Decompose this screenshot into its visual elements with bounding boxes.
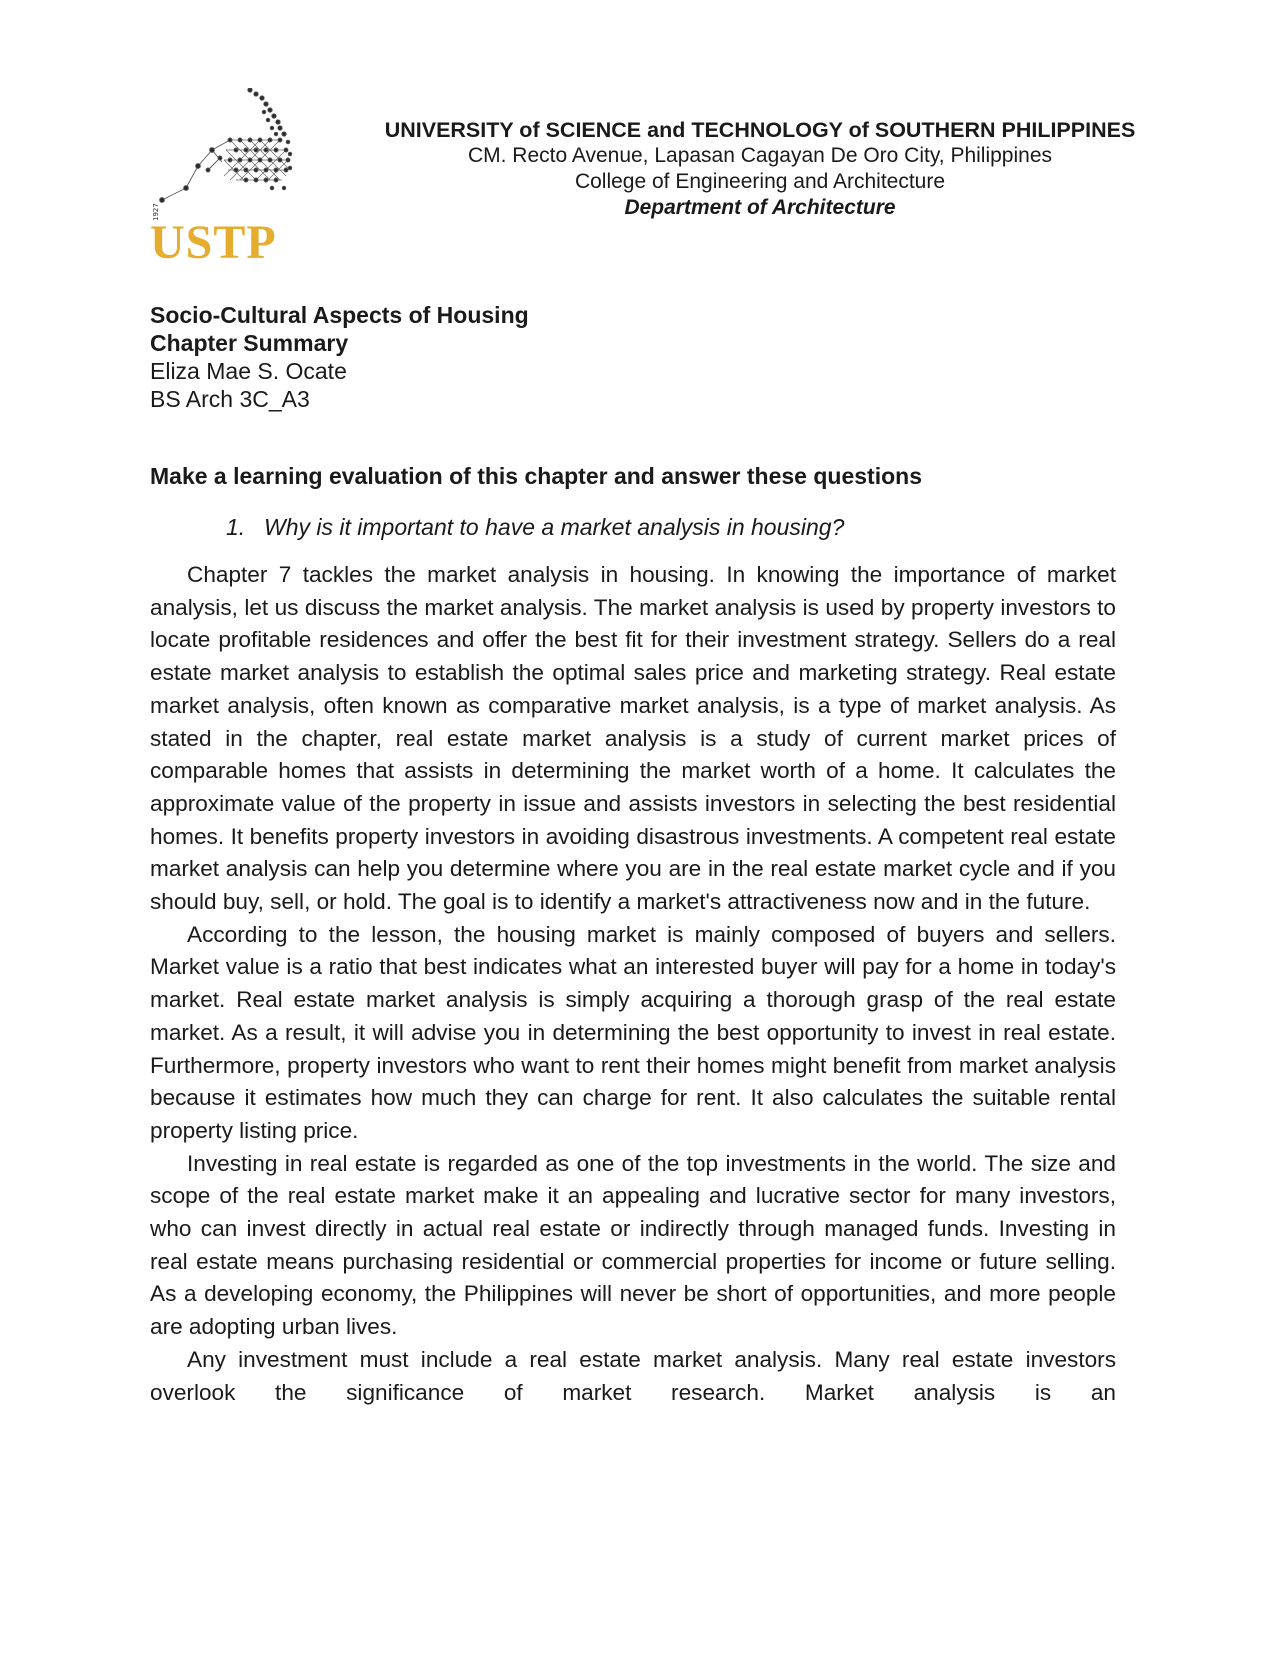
- paragraph: Any investment must include a real estate market analysis. Many real estate investors overlook the significance of market research. Market analysis is an: [150, 1346, 1116, 1405]
- question-item: [226, 513, 844, 541]
- question-text: Why is it important to have a market analysis in housing?: [264, 514, 845, 540]
- author-name: Eliza Mae S. Ocate: [150, 358, 347, 384]
- question-number: 1.: [226, 514, 246, 540]
- logo-wordmark: USTP: [150, 216, 277, 263]
- document-meta: [150, 301, 529, 413]
- course-title: Socio-Cultural Aspects of Housing: [150, 302, 529, 328]
- letterhead: [320, 117, 1200, 221]
- paragraph: Chapter 7 tackles the market analysis in housing. In knowing the importance of market analysis, let us discuss the market analysis. The market analysis is used by property investors to locate profitable residences and offer the best fit for their investment strategy. Sellers do a real estate market analysis to establish the optimal sales price and marketing strategy. Real estate market analysis, often known as comparative market analysis, is a type of market analysis. As stated in the chapter, real estate market analysis is a study of current market prices of comparable homes that assists in determining the market worth of a home. It calculates the approximate value of the property in issue and assists investors in selecting the best residential homes. It benefits property investors in avoiding disastrous investments. A competent real estate market analysis can help you determine where you are in the real estate market cycle and if you should buy, sell, or hold. The goal is to identify a market's attractiveness now and in the future.: [150, 562, 1116, 915]
- answer-body: [150, 559, 1116, 1409]
- paragraph: Investing in real estate is regarded as one of the top investments in the world. The size and scope of the real estate market make it an appealing and lucrative sector for many investors, who can invest directly in actual real estate or indirectly through managed funds. Investing in real estate means purchasing residential or commercial properties for income or future selling. As a developing economy, the Philippines will never be short of opportunities, and more people are adopting urban lives.: [150, 1150, 1116, 1340]
- paragraph: According to the lesson, the housing market is mainly composed of buyers and sellers. Market value is a ratio that best indicates what an interested buyer will pay for a home in today's market. Real estate market analysis is simply acquiring a thorough grasp of the real estate market. As a result, it will advise you in determining the best opportunity to invest in real estate. Furthermore, property investors who want to rent their homes might benefit from market analysis because it estimates how much they can charge for rent. It also calculates the suitable rental property listing price.: [150, 921, 1116, 1143]
- document-type: Chapter Summary: [150, 330, 349, 356]
- university-address: CM. Recto Avenue, Lapasan Cagayan De Oro City, Philippines: [467, 144, 1053, 167]
- department-name: Department of Architecture: [624, 196, 896, 219]
- class-section: BS Arch 3C_A3: [150, 386, 310, 412]
- college-name: College of Engineering and Architecture: [574, 170, 946, 193]
- instruction-heading: Make a learning evaluation of this chapter and answer these questions: [150, 463, 922, 489]
- ustp-logo: [150, 88, 310, 263]
- logo-dot-network-icon: [160, 88, 292, 202]
- logo-year: 1927: [152, 203, 160, 221]
- university-name: UNIVERSITY of SCIENCE and TECHNOLOGY of SOUTHERN PHILIPPINES: [384, 118, 1136, 142]
